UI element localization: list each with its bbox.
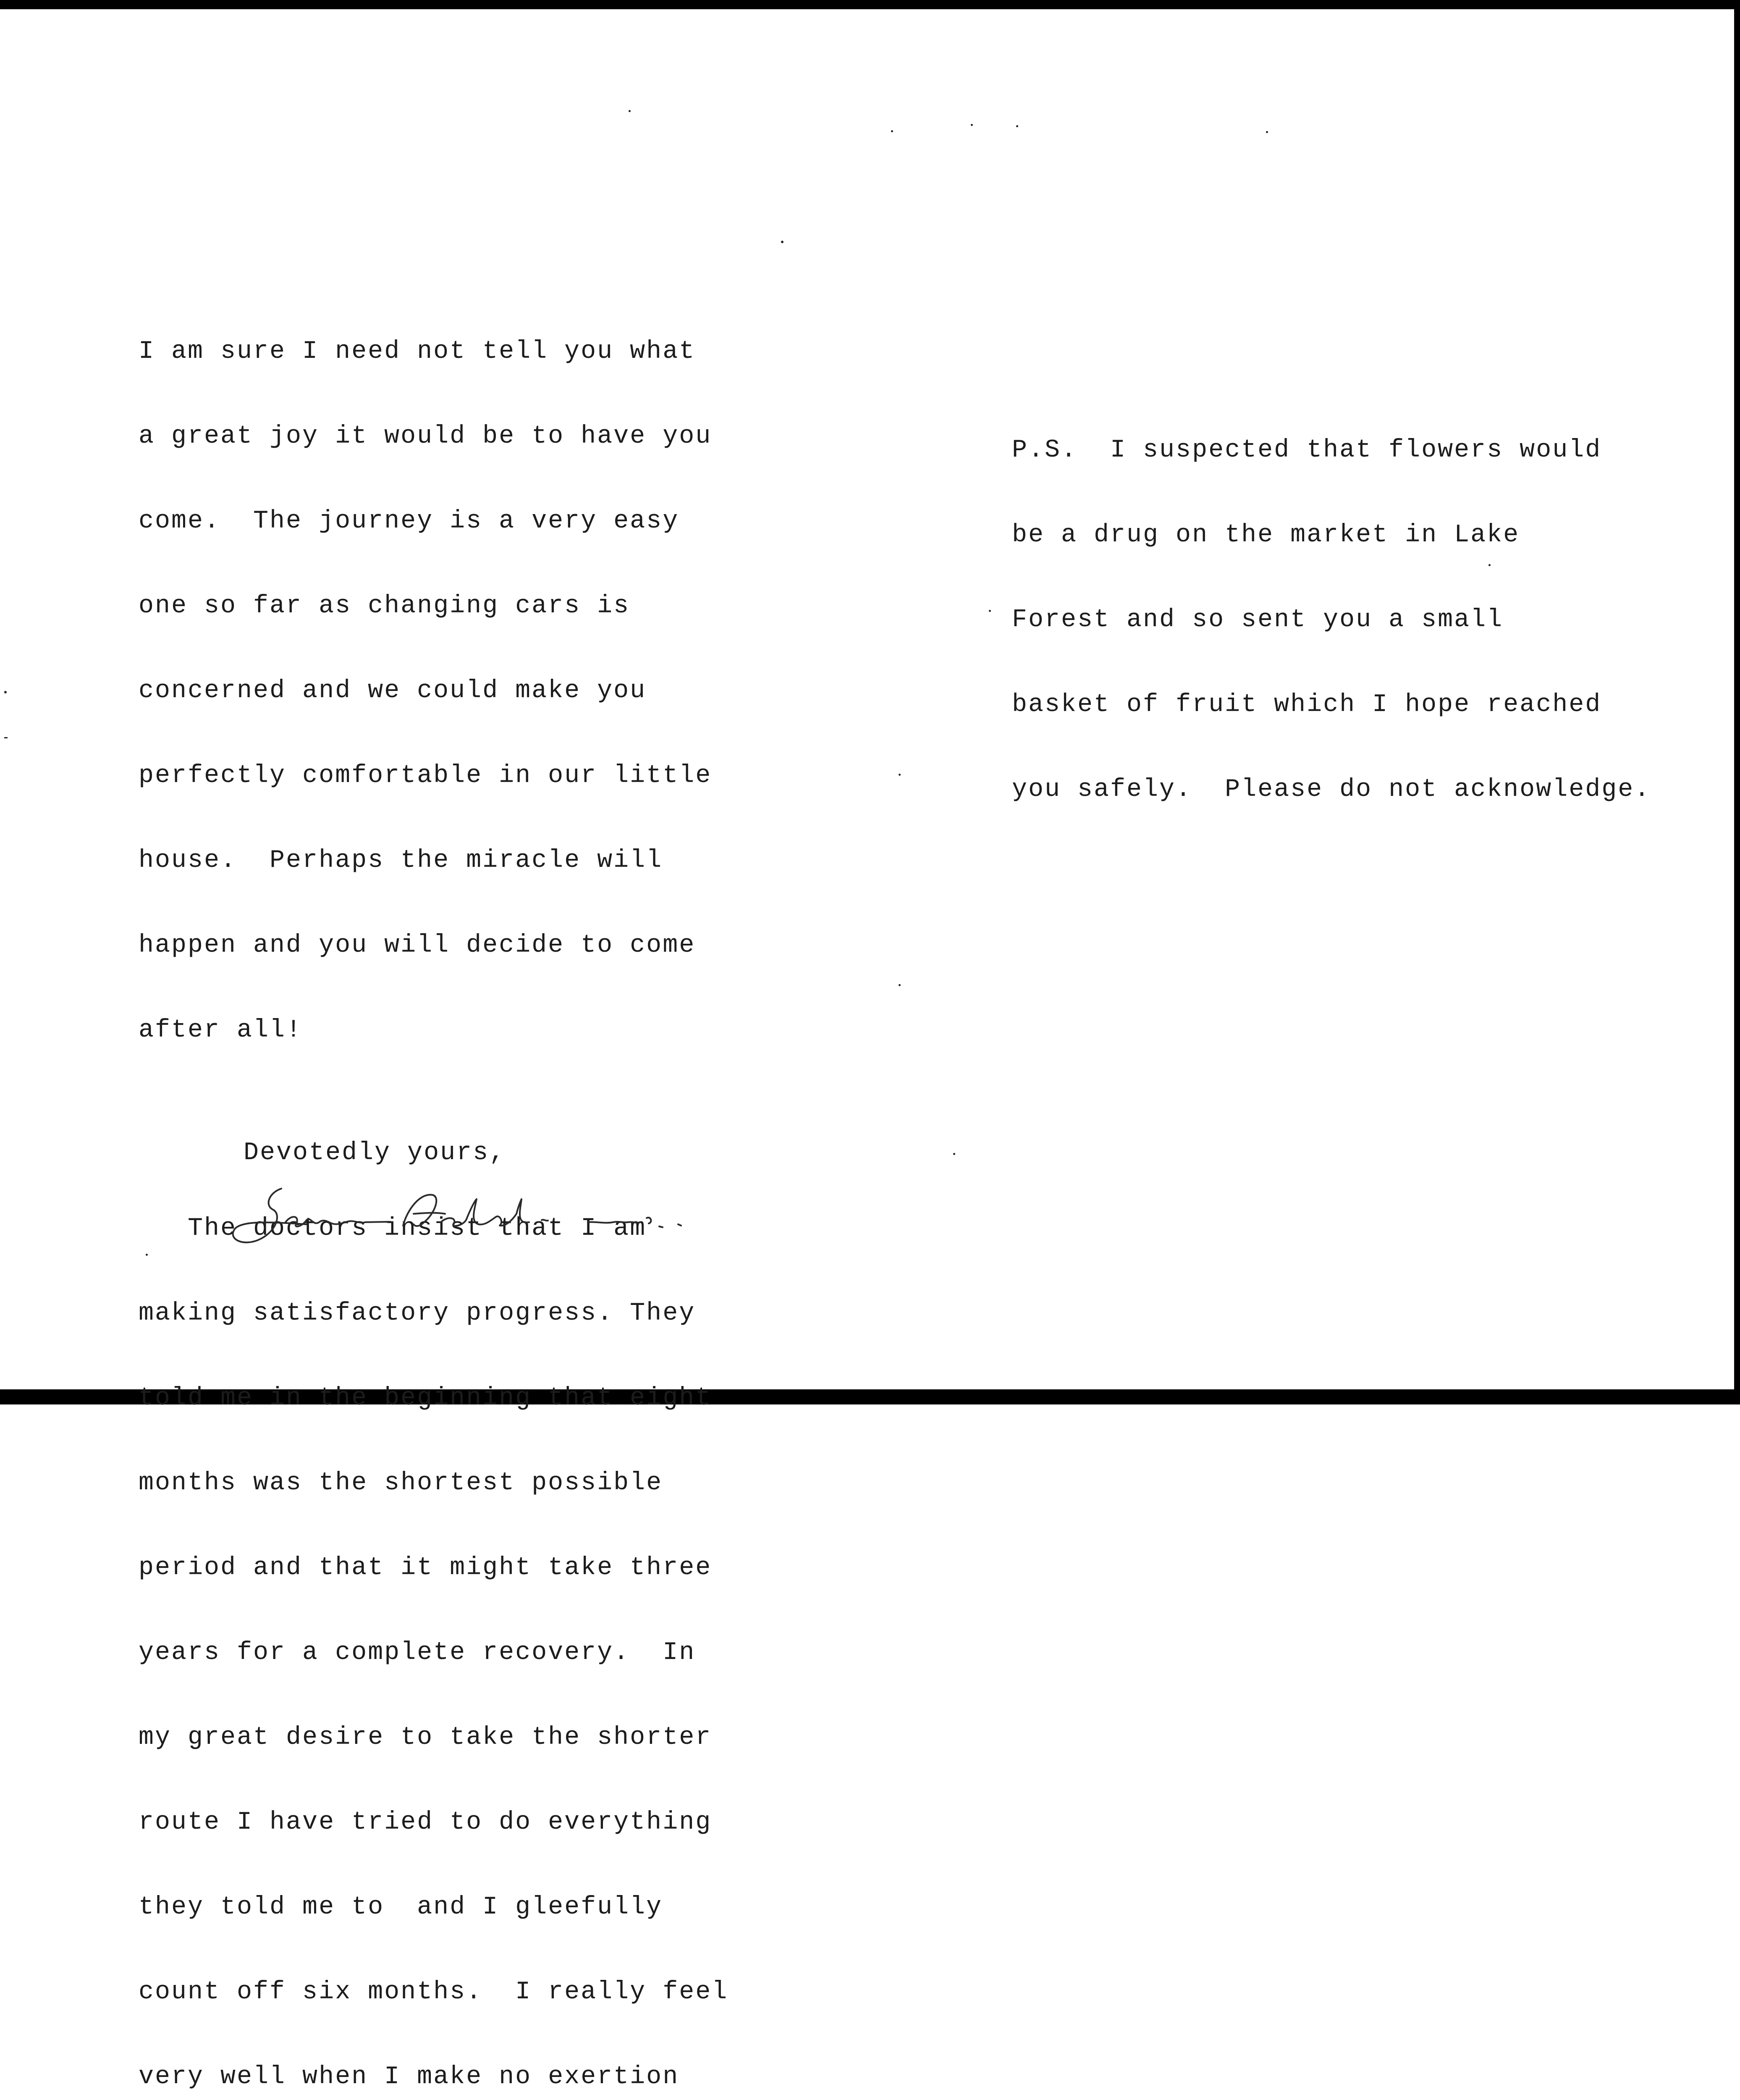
postscript-line: P.S. I suspected that flowers would — [1012, 436, 1602, 465]
postscript-line: Forest and so sent you a small — [1012, 606, 1504, 634]
body-line: house. Perhaps the miracle will — [139, 846, 663, 875]
body-line: I am sure I need not tell you what — [139, 337, 696, 366]
body-line: very well when I make no exertion — [139, 2063, 679, 2091]
body-line: period and that it might take three — [139, 1554, 712, 1582]
scan-speck — [781, 241, 784, 243]
body-line: making satisfactory progress. They — [139, 1299, 696, 1328]
scan-speck — [4, 737, 8, 738]
postscript-line: you safely. Please do not acknowledge. — [1012, 775, 1651, 804]
body-line: concerned and we could make you — [139, 677, 647, 705]
scan-border-top — [0, 0, 1740, 9]
body-line: The doctors insist that I am — [139, 1214, 647, 1243]
postscript — [1012, 379, 1651, 861]
body-line: happen and you will decide to come — [139, 931, 696, 960]
body-line: route I have tried to do everything — [139, 1808, 712, 1837]
body-line: a great joy it would be to have you — [139, 422, 712, 451]
body-line: years for a complete recovery. In — [139, 1638, 696, 1667]
postscript-line: basket of fruit which I hope reached — [1012, 690, 1602, 719]
letter-body — [139, 252, 728, 2100]
scan-speck — [953, 1153, 955, 1155]
body-line: come. The journey is a very easy — [139, 507, 679, 536]
body-line: after all! — [139, 1016, 303, 1045]
scan-speck — [146, 1254, 148, 1256]
scan-speck — [1266, 131, 1268, 133]
body-line: my great desire to take the shorter — [139, 1723, 712, 1752]
scan-speck — [629, 110, 631, 112]
scan-speck — [899, 774, 901, 776]
body-line: one so far as changing cars is — [139, 592, 630, 620]
paragraph-gap — [139, 1101, 728, 1129]
body-line: months was the shortest possible — [139, 1469, 663, 1497]
scan-speck — [1016, 125, 1018, 127]
scan-speck — [989, 610, 991, 612]
scan-speck — [891, 130, 893, 132]
body-line: they told me to and I gleefully — [139, 1893, 663, 1922]
body-line: perfectly comfortable in our little — [139, 761, 712, 790]
handwritten-signature — [223, 1180, 705, 1252]
body-line: count off six months. I really feel — [139, 1978, 728, 2006]
scan-speck — [1488, 564, 1491, 566]
closing-salutation: Devotedly yours, — [244, 1139, 506, 1167]
scan-border-right — [1734, 0, 1740, 1404]
scan-speck — [971, 124, 973, 126]
scan-speck — [899, 984, 901, 986]
scan-speck — [4, 691, 7, 693]
postscript-line: be a drug on the market in Lake — [1012, 521, 1520, 549]
body-line: told me in the beginning that eight — [139, 1384, 712, 1412]
